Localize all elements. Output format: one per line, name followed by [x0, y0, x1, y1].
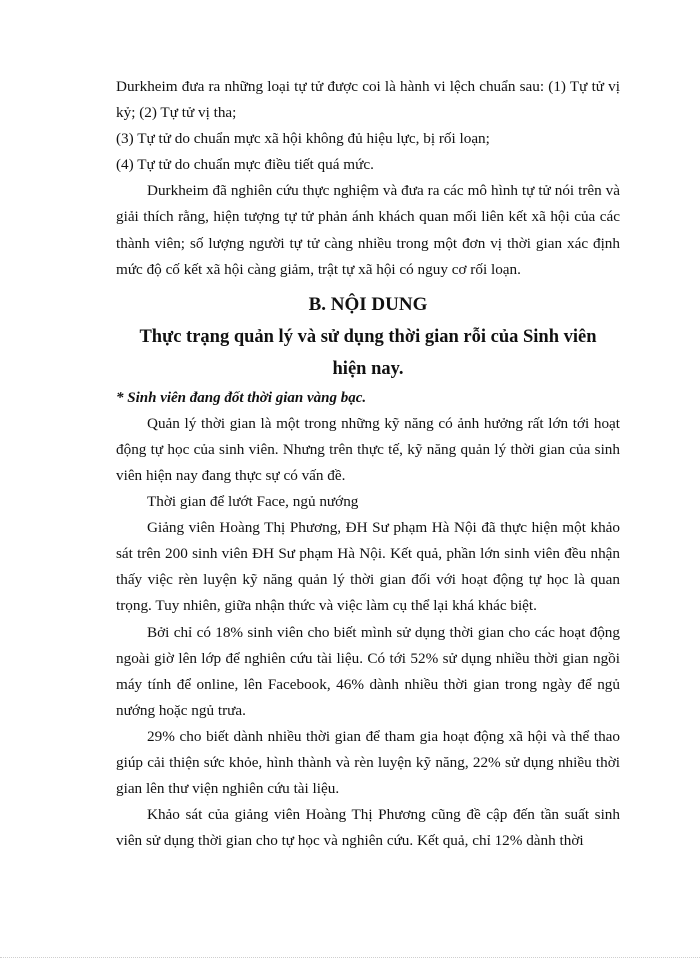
subsection-heading: * Sinh viên đang đốt thời gian vàng bạc.	[116, 389, 367, 406]
page-bottom-divider	[0, 957, 700, 958]
paragraph-statistics-1: Bởi chỉ có 18% sinh viên cho biết mình sử dụng thời gian cho các hoạt động ngoài giờ lên lớp để nghiên cứu tài liệu. Có tới 52% sử dụng nhiều thời gian ngồi máy tính để online, lên Facebook, 46% dành nhiều thời gian trong ngày để ngủ nướng hoặc ngủ trưa.	[116, 623, 620, 719]
list-item-type-4: (4) Tự tử do chuẩn mực điều tiết quá mức.	[116, 156, 374, 174]
paragraph-survey: Giảng viên Hoàng Thị Phương, ĐH Sư phạm Hà Nội đã thực hiện một khảo sát trên 200 sinh viên ĐH Sư phạm Hà Nội. Kết quả, phần lớn sinh viên đều nhận thấy việc rèn luyện kỹ năng quản lý thời gian đối với hoạt động tự học là quan trọng. Tuy nhiên, giữa nhận thức và việc làm cụ thể lại khá khác biệt.	[116, 519, 620, 615]
paragraph-survey-frequency: Khảo sát của giảng viên Hoàng Thị Phương cũng đề cập đến tần suất sinh viên sử dụng thời gian cho tự học và nghiên cứu. Kết quả, chỉ 12% dành thời	[116, 806, 620, 850]
document-page	[116, 74, 620, 854]
section-title-b: B. NỘI DUNG	[308, 293, 428, 315]
paragraph-time-management: Quản lý thời gian là một trong những kỹ năng có ảnh hưởng rất lớn tới hoạt động tự học của sinh viên. Nhưng trên thực tế, kỹ năng quản lý thời gian của sinh viên hiện nay đang thực sự có vấn đề.	[116, 414, 620, 484]
paragraph-suicide-types: Durkheim đưa ra những loại tự tử được coi là hành vi lệch chuẩn sau: (1) Tự tử vị kỷ; (2) Tự tử vị tha;	[116, 78, 620, 122]
paragraph-facebook-sleep: Thời gian để lướt Face, ngủ nướng	[147, 493, 359, 511]
paragraph-durkheim-research: Durkheim đã nghiên cứu thực nghiệm và đưa ra các mô hình tự tử nói trên và giải thích rằng, hiện tượng tự tử phản ánh khách quan mối liên kết xã hội của các thành viên; số lượng người tự tử càng nhiều trong một đơn vị thời gian xác định mức độ cố kết xã hội càng giảm, trật tự xã hội có nguy cơ rối loạn.	[116, 182, 620, 278]
section-subtitle-line-2: hiện nay.	[332, 358, 404, 379]
section-subtitle-line-1: Thực trạng quản lý và sử dụng thời gian rỗi của Sinh viên	[139, 326, 597, 347]
paragraph-statistics-2: 29% cho biết dành nhiều thời gian để tham gia hoạt động xã hội và thể thao giúp cải thiện sức khỏe, hình thành và rèn luyện kỹ năng, 22% sử dụng nhiều thời gian lên thư viện nghiên cứu tài liệu.	[116, 727, 620, 798]
list-item-type-3: (3) Tự tử do chuẩn mực xã hội không đủ hiệu lực, bị rối loạn;	[116, 130, 490, 148]
